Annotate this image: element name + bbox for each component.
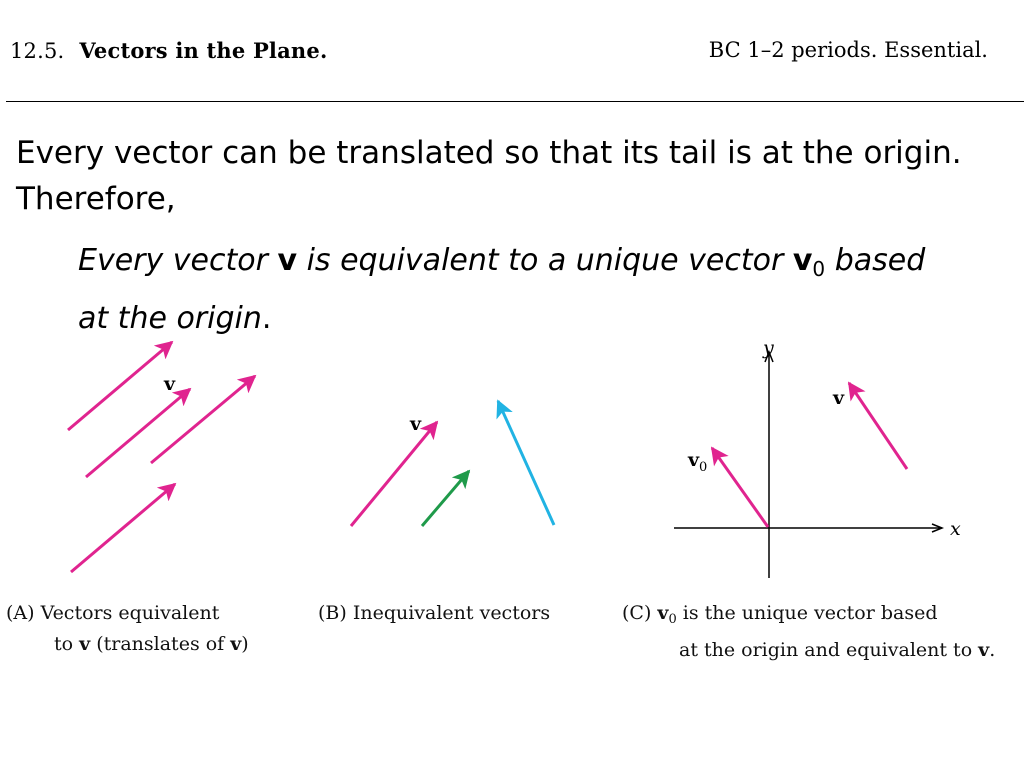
vector-figures <box>0 330 1024 590</box>
intro-text <box>16 130 1006 222</box>
section-title: Vectors in the Plane. <box>79 38 328 63</box>
caption-c-line-2: at the origin and equivalent to v. <box>679 639 996 661</box>
statement-v: v <box>277 243 298 278</box>
figure-c-label-v0: $v_0$ <box>688 449 708 475</box>
caption-a <box>6 598 249 660</box>
figure-b-label-v: v <box>410 413 422 435</box>
figure-a-label-v: v <box>164 373 176 395</box>
intro-line-2: Therefore, <box>16 181 176 217</box>
statement-part-2: is equivalent to a unique vector <box>297 243 793 278</box>
section-number: 12.5. <box>10 39 65 63</box>
caption-b: (B) Inequivalent vectors <box>318 602 551 624</box>
header-note: BC 1–2 periods. Essential. <box>708 38 988 62</box>
statement-period: . <box>261 301 272 336</box>
x-axis-label: x <box>950 518 961 540</box>
statement-v0: v <box>792 243 813 278</box>
statement-part-4: at the origin <box>78 301 262 336</box>
statement-v0-subscript: 0 <box>812 257 826 281</box>
vector-b-green <box>422 471 469 526</box>
vector-a4 <box>71 484 175 572</box>
vector-b-cyan <box>498 401 554 525</box>
theorem-statement <box>78 236 988 343</box>
figure-b <box>351 401 554 526</box>
section-heading <box>10 38 327 63</box>
statement-part-3: based <box>825 243 926 278</box>
vector-c-v0 <box>712 448 768 527</box>
caption-c <box>622 598 995 666</box>
vector-c-v <box>849 383 907 469</box>
intro-line-1: Every vector can be translated so that its tail is at the origin. <box>16 135 962 171</box>
statement-part-1: Every vector <box>78 243 278 278</box>
y-axis-label: y <box>763 337 774 359</box>
caption-a-line-1: (A) Vectors equivalent <box>6 602 220 624</box>
header-divider <box>6 101 1024 102</box>
caption-a-line-2: to v (translates of v) <box>54 633 249 655</box>
figure-c-label-v: v <box>833 387 845 409</box>
caption-c-line-1: (C) $v_0$ is the unique vector based <box>622 602 938 627</box>
vector-b-magenta <box>351 422 437 526</box>
figure-a <box>68 342 255 572</box>
figure-c <box>674 337 961 578</box>
